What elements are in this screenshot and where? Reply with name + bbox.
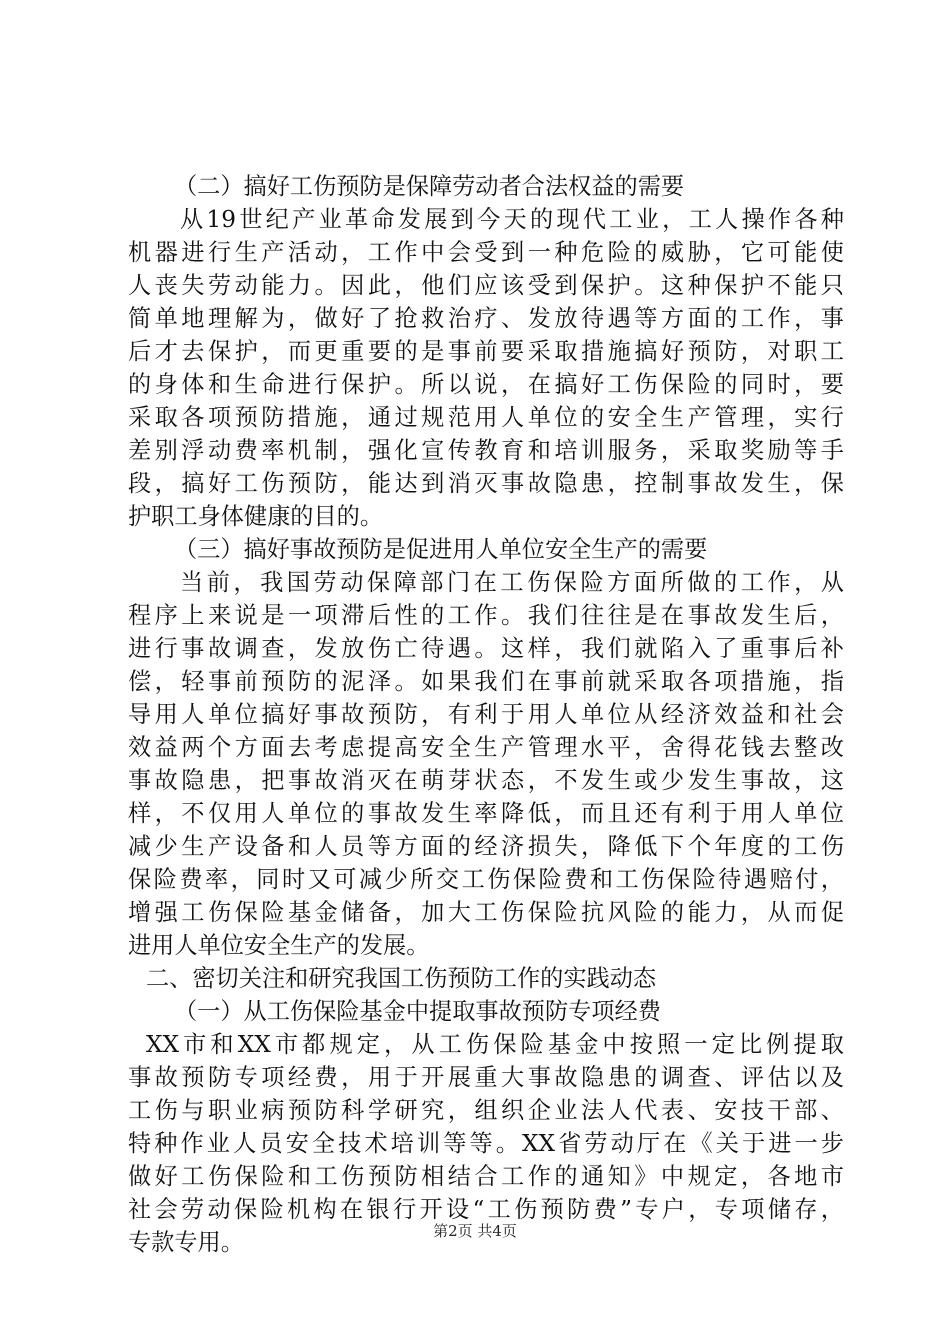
text-line: 保险费率，同时又可减少所交工伤保险费和工伤保险待遇赔付， <box>128 866 844 893</box>
text-line: 当前，我国劳动保障部门在工伤保险方面所做的工作，从 <box>180 569 844 596</box>
text-line: （二）搞好工伤预防是保障劳动者合法权益的需要 <box>174 173 685 200</box>
text-line: 简单地理解为，做好了抢救治疗、发放待遇等方面的工作，事 <box>128 305 844 332</box>
text-line: 后才去保护，而更重要的是事前要采取措施搞好预防，对职工 <box>128 338 844 365</box>
text-line: 减少生产设备和人员等方面的经济损失，降低下个年度的工伤 <box>128 833 844 860</box>
text-line: 人丧失劳动能力。因此，他们应该受到保护。这种保护不能只 <box>128 272 844 299</box>
text-line: 导用人单位搞好事故预防，有利于用人单位从经济效益和社会 <box>128 701 844 728</box>
text-line: （一）从工伤保险基金中提取事故预防专项经费 <box>174 998 661 1025</box>
text-line: 做好工伤保险和工伤预防相结合工作的通知》中规定，各地市 <box>128 1163 844 1190</box>
document-body <box>128 170 844 1259</box>
text-line: 进用人单位安全生产的发展。 <box>128 932 430 959</box>
text-line: 社会劳动保险机构在银行开设“工伤预防费”专户，专项储存， <box>128 1196 844 1223</box>
text-line: （三）搞好事故预防是促进用人单位安全生产的需要 <box>174 536 708 563</box>
text-line: 程序上来说是一项滞后性的工作。我们往往是在事故发生后， <box>128 602 844 629</box>
text-line: 事故隐患，把事故消灭在萌芽状态，不发生或少发生事故，这 <box>128 767 844 794</box>
text-line: 段，搞好工伤预防，能达到消灭事故隐患，控制事故发生，保 <box>128 470 844 497</box>
text-line: XX市和XX市都规定，从工伤保险基金中按照一定比例提取 <box>146 1031 844 1058</box>
page-footer: 第2页 共4页 <box>433 1222 517 1240</box>
text-line: 增强工伤保险基金储备，加大工伤保险抗风险的能力，从而促 <box>128 899 844 926</box>
text-line: 采取各项预防措施，通过规范用人单位的安全生产管理，实行 <box>128 404 844 431</box>
text-line: 样，不仅用人单位的事故发生率降低，而且还有利于用人单位 <box>128 800 844 827</box>
text-line: 效益两个方面去考虑提高安全生产管理水平，舍得花钱去整改 <box>128 734 844 761</box>
text-line: 护职工身体健康的目的。 <box>128 503 384 530</box>
text-line: 从19世纪产业革命发展到今天的现代工业，工人操作各种 <box>180 206 844 233</box>
text-line: 机器进行生产活动，工作中会受到一种危险的威胁，它可能使 <box>128 239 844 266</box>
text-line: 事故预防专项经费，用于开展重大事故隐患的调查、评估以及 <box>128 1064 844 1091</box>
text-line: 二、密切关注和研究我国工伤预防工作的实践动态 <box>146 965 657 992</box>
text-line: 差别浮动费率机制，强化宣传教育和培训服务，采取奖励等手 <box>128 437 844 464</box>
text-line: 专款专用。 <box>128 1229 244 1256</box>
text-line: 的身体和生命进行保护。所以说，在搞好工伤保险的同时，要 <box>128 371 844 398</box>
text-line: 偿，轻事前预防的泥泽。如果我们在事前就采取各项措施，指 <box>128 668 844 695</box>
text-line: 进行事故调查，发放伤亡待遇。这样，我们就陷入了重事后补 <box>128 635 844 662</box>
text-line: 特种作业人员安全技术培训等等。XX省劳动厅在《关于进一步 <box>128 1130 844 1157</box>
text-line: 工伤与职业病预防科学研究，组织企业法人代表、安技干部、 <box>128 1097 844 1124</box>
